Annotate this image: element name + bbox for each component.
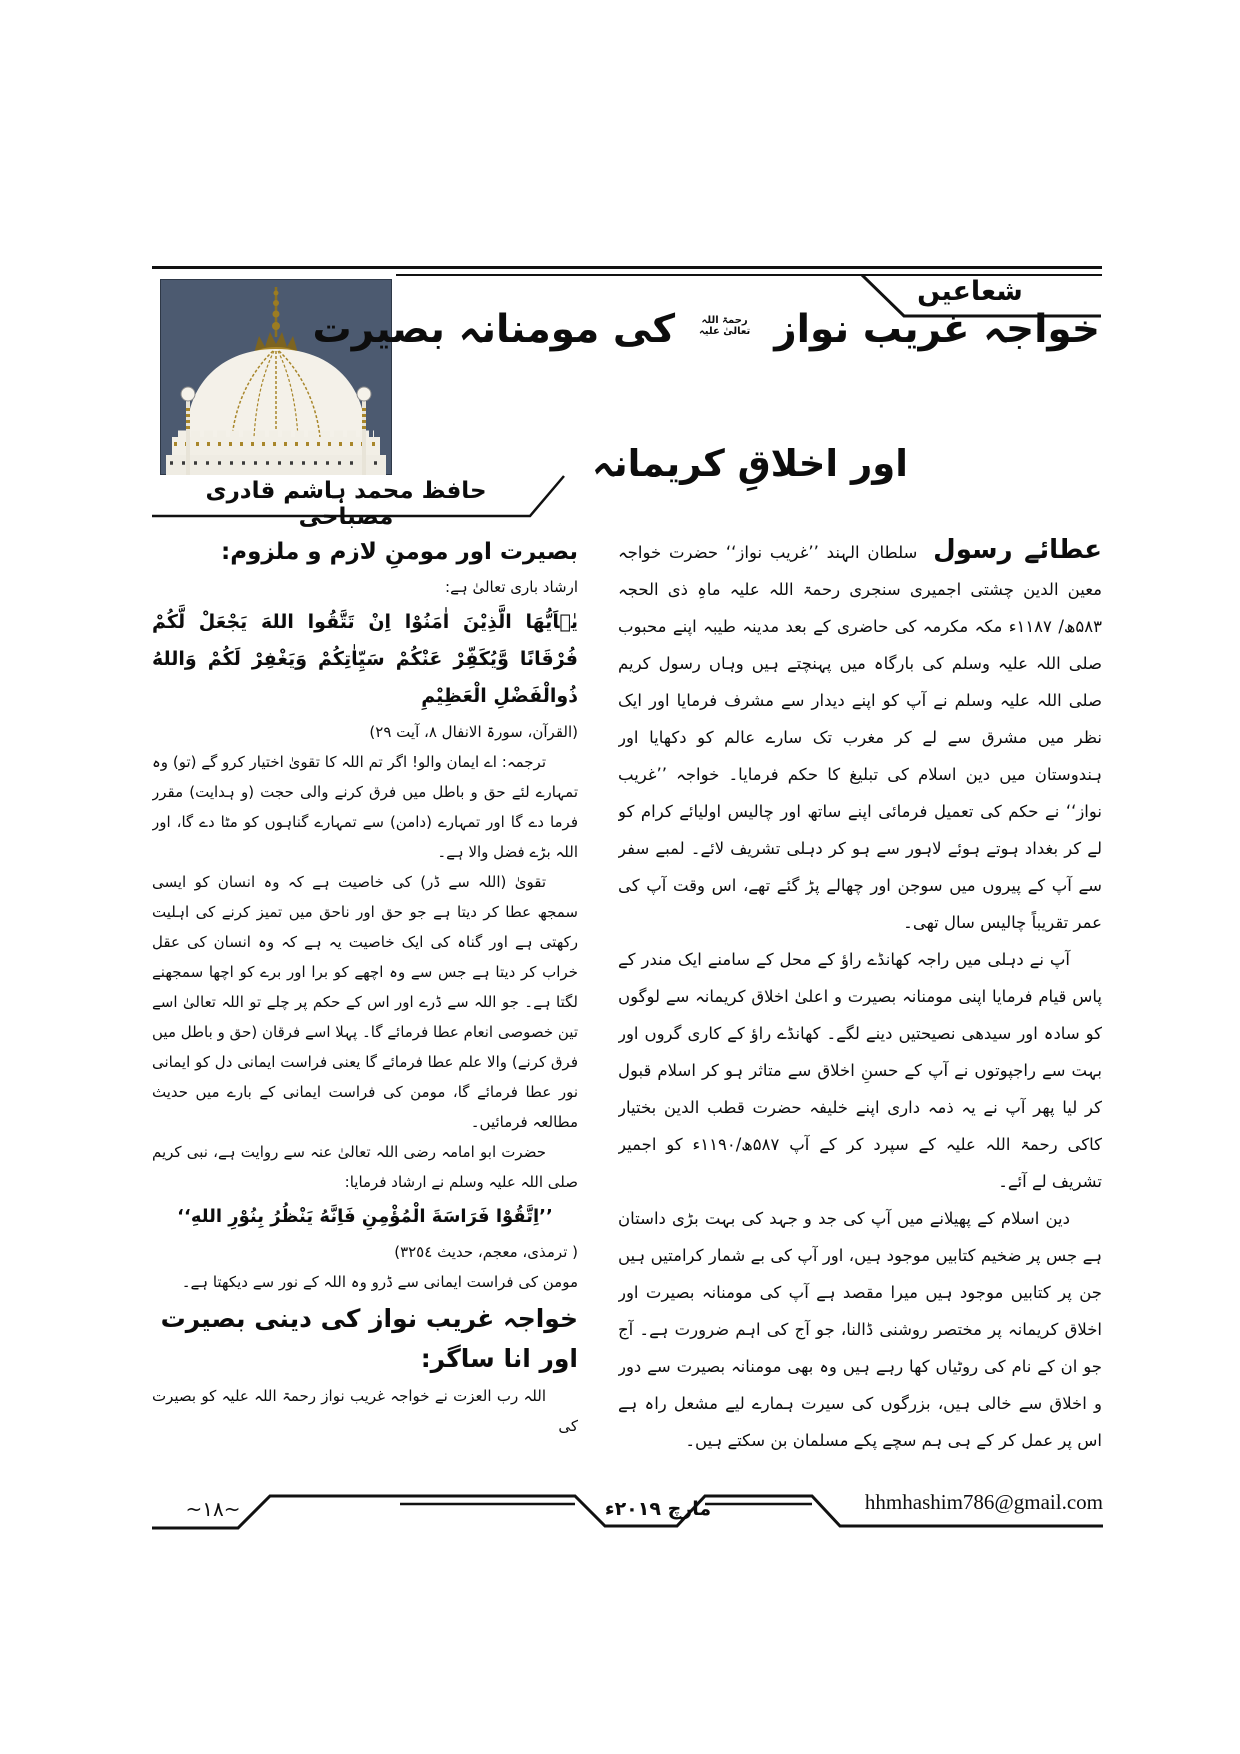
hadith-translation: مومن کی فراست ایمانی سے ڈرو وہ اللہ کے نور سے دیکھتا ہے۔ [181, 1273, 578, 1291]
author-name: حافظ محمد ہاشم قادری مصباحی [205, 478, 487, 530]
article-paragraph: دین اسلام کے پھیلانے میں آپ کی جد و جہد کی بہت بڑی داستان ہے جس پر ضخیم کتابیں موجود ہیں، اور آپ کی بے شمار کرامتیں ہیں جن پر کتابیں موجود ہیں میرا مقصد ہے آپ کی مومنانہ بصیرت اور اخلاق کریمانہ پر مختصر روشنی ڈالنا، جو آج کی اہم ضرورت ہے۔ آج جو ان کے نام کی روٹیاں کھا رہے ہیں وہ بھی مومنانہ بصیرت سے دور و اخلاق سے خالی ہیں، بزرگوں کی سیرت ہمارے لیے مشعل راہ ہے اس پر عمل کر کے ہی ہم سچے پکے مسلمان بن سکتے ہیں۔ [618, 1209, 1102, 1450]
contact-email: hhmhashim786@gmail.com [864, 1490, 1103, 1514]
section-heading-basirat: بصیرت اور مومنِ لازم و ملزوم: [221, 539, 578, 565]
article-paragraph: آپ نے دہلی میں راجہ کھانڈے راؤ کے محل کے سامنے ایک مندر کے پاس قیام فرمایا اپنی مومنانہ بصیرت و اعلیٰ اخلاق کریمانہ سے لوگوں کو سادہ اور سیدھی نصیحتیں دینے لگے۔ کھانڈے راؤ کے کاری گروں اور بہت سے راجپوتوں نے آپ کے حسنِ اخلاق سے متاثر ہو کر اسلام قبول کر لیا پھر آپ نے یہ ذمہ داری اپنے خلیفہ حضرت قطب الدین بختیار کاکی رحمۃ اللہ علیہ کے سپرد کر کے آپ ۵۸۷ھ/۱۱۹۰ء کو اجمیر تشریف لے آئے۔ [618, 950, 1102, 1191]
article-body [152, 532, 1102, 1484]
title-text-part1: خواجہ غریب نواز [774, 307, 1100, 352]
article-title-line1 [312, 302, 1100, 358]
article-title-line2: اور اخلاقِ کریمانہ [592, 442, 908, 485]
article-paragraph: اللہ رب العزت نے خواجہ غریب نواز رحمۃ اللہ علیہ کو بصیرت کی [152, 1387, 578, 1435]
article-column-right [618, 532, 1102, 1484]
issue-date: مارچ ۲۰۱۹ء [604, 1498, 712, 1520]
paragraph-text: سلطان الہند ’’غریب نواز‘‘ حضرت خواجہ معین الدین چشتی اجمیری سنجری رحمۃ اللہ علیہ ماہِ ذی الحجہ ۵۸۳ھ/ ۱۱۸۷ء مکہ مکرمہ کی حاضری کے بعد مدینہ طیبہ اپنے محبوب صلی اللہ علیہ وسلم کی بارگاہ میں پہنچتے ہیں وہاں رسول کریم صلی اللہ علیہ وسلم نے آپ کو اپنے دیدار سے مشرف فرمایا اور ایک نظر میں مشرق سے لے کر مغرب تک سارے عالم کو دکھایا اور ہندوستان میں دین اسلام کی تبلیغ کا حکم فرمایا۔ خواجہ ’’غریب نواز‘‘ نے حکم کی تعمیل فرمائی اپنے ساتھ اور چالیس اولیائے کرام کو لے کر بغداد ہوتے ہوئے لاہور سے ہو کر دہلی تشریف لائے۔ لمبے سفر سے آپ کے پیروں میں سوجن اور چھالے پڑ گئے تھے، اس وقت آپ کی عمر تقریباً چالیس سال تھی۔ [618, 543, 1102, 932]
translation-paragraph: ترجمہ: اے ایمان والو! اگر تم اللہ کا تقویٰ اختیار کرو گے (تو) وہ تمہارے لئے حق و باطل میں فرق کرنے والی حجت (و ہدایت) مقرر فرما دے گا اور تمہارے (دامن) سے تمہارے گناہوں کو مٹا دے گا، اور اللہ بڑے فضل والا ہے۔ [152, 753, 578, 861]
quran-verse: یٰۤاَیُّهَا الَّذِیْنَ اٰمَنُوْا اِنْ تَتَّقُوا اللهَ یَجْعَلْ لَّکُمْ فُرْقَانًا وَّیُکَفِّرْ عَنْکُمْ سَیِّاٰتِکُمْ وَیَغْفِرْ لَکُمْ وَاللهُ ذُوالْفَضْلِ الْعَظِیْمِ [152, 611, 578, 707]
masthead-title: شعاعیں [917, 276, 1023, 307]
hadith-citation: ( ترمذی، معجم، حدیث ٣٢٥٤) [394, 1243, 578, 1261]
hadith-narration: حضرت ابو امامہ رضی اللہ تعالیٰ عنہ سے روایت ہے، نبی کریم صلی اللہ علیہ وسلم نے ارشاد فرمایا: [152, 1143, 578, 1191]
article-paragraph [618, 532, 1102, 941]
page-footer [150, 1488, 1105, 1540]
header-rule [152, 266, 1102, 269]
author-banner [152, 474, 566, 530]
hadith-text: ’’اِتَّقُوْا فَرَاسَةَ الْمُؤْمِنِ فَاِنَّهُ یَنْظُرُ بِنُوْرِ اللهِ‘‘ [177, 1206, 553, 1227]
article-paragraph: تقویٰ (اللہ سے ڈر) کی خاصیت ہے کہ وہ انسان کو ایسی سمجھ عطا کر دیتا ہے جو حق اور ناحق میں تمیز کرنے کی اہلیت رکھتی ہے اور گناہ کی ایک خاصیت یہ ہے کہ وہ انسان کی عقل خراب کر دیتا ہے جس سے وہ اچھے کو برا اور برے کو اچھا سمجھنے لگتا ہے۔ جو اللہ سے ڈرے اور اس کے حکم پر چلے تو اللہ تعالیٰ اسے تین خصوصی انعام عطا فرمائے گا۔ پہلا اسے فرقان (حق و باطل میں فرق کرنے) والا علم عطا فرمائے گا یعنی فراست ایمانی دل کو ایمانی نور عطا فرمائے گا، مومن کی فراست ایمانی کے بارے میں حدیث مطالعہ فرمائیں۔ [152, 873, 578, 1131]
paragraph-lead: عطائے رسول [933, 535, 1102, 565]
article-column-left [152, 532, 578, 1484]
section-heading-deeni-basirat: خواجہ غریب نواز کی دینی بصیرت اور انا ساگر: [160, 1304, 578, 1373]
quran-intro: ارشاد باری تعالیٰ ہے: [445, 578, 578, 596]
page-number: ~۱۸~ [185, 1497, 241, 1521]
quran-citation: (القرآن، سورۃ الانفال ۸، آیت ۲۹) [369, 723, 578, 741]
title-text-part2: کی مومنانہ بصیرت [312, 307, 676, 352]
title-honorific: رحمۃ اللہ تعالیٰ علیہ [698, 314, 751, 337]
